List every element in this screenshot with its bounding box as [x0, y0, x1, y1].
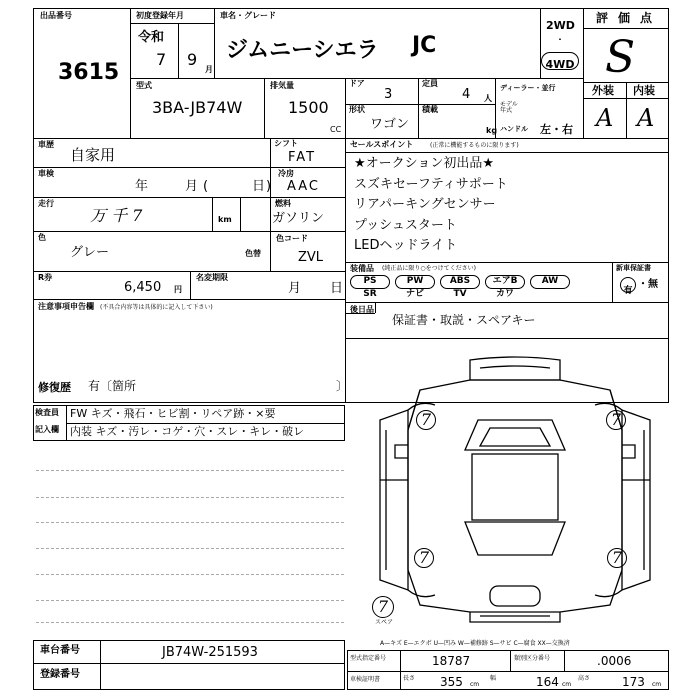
doors-label: ドア [349, 79, 365, 88]
interior-label: 内装 [633, 84, 655, 97]
load-unit: kg [486, 126, 498, 135]
sales-points-label: セールスポイント [350, 140, 414, 149]
name-change-day: 日 [330, 281, 344, 296]
lot-number: 3615 [58, 60, 120, 85]
width: 164 [536, 675, 559, 689]
car-name: ジムニーシエラ [226, 38, 379, 63]
length-label: 長さ [403, 675, 416, 682]
type-designation-label: 型式指定番号 [350, 655, 387, 662]
equipment-item: ABS [440, 275, 480, 289]
repair-value: 有〔箇所 [88, 379, 137, 393]
drive-4wd-circled [541, 52, 579, 70]
after-items-label: 後日品 [350, 305, 374, 314]
new-car-warranty-no: ・無 [638, 279, 658, 290]
equipment-item: エアB [485, 275, 525, 289]
displacement-unit: CC [330, 125, 342, 134]
repair-label: 修復歴 [38, 381, 71, 394]
color: グレー [70, 245, 110, 260]
name-change-label: 名変期限 [196, 273, 228, 282]
equipment-sub: (純正品に限り○をつけてください) [382, 265, 476, 272]
type-designation: 18787 [432, 654, 471, 668]
car-diagram [360, 350, 670, 630]
notes-label: 注意事項申告欄 [38, 302, 94, 311]
doors: 3 [384, 87, 393, 102]
fuel-label: 燃料 [275, 199, 291, 208]
history-label: 車歴 [38, 140, 54, 149]
chassis-label: 車台番号 [40, 645, 80, 656]
capacity-label: 定員 [422, 79, 438, 88]
category-number-label: 類別区分番号 [514, 655, 551, 662]
category-number: .0006 [597, 654, 632, 668]
aircon: AAC [287, 179, 320, 194]
body-shape-label: 形状 [349, 105, 365, 114]
lot-number-label: 出品番号 [40, 11, 72, 20]
new-car-warranty-yes-circled [620, 277, 636, 296]
car-name-label: 車名・グレード [220, 11, 276, 20]
sales-point-item: リアパーキングセンサー [354, 197, 496, 212]
interior-score: A [637, 104, 655, 132]
name-change-month: 月 [288, 281, 302, 296]
recycle-label: R券 [38, 273, 53, 282]
registration-number-label: 登録番号 [40, 669, 80, 680]
damage-legend: A—キズ E—エクボ U—凹み W—補修跡 S—サビ C—腐食 XX—交換済 [380, 640, 570, 647]
damage-mark-4: 7 [607, 548, 627, 568]
damage-mark-2: 7 [606, 410, 626, 430]
sales-points-sub: (正常に機能するものに限ります) [430, 142, 519, 149]
first-registration-label: 初度登録年月 [136, 11, 184, 20]
equipment-item: PW [395, 275, 435, 289]
color-code: ZVL [298, 250, 324, 265]
equipment-item: PS [350, 275, 390, 289]
equipment-item: AW [530, 275, 570, 289]
model-year-label: モデル年式 [500, 101, 518, 114]
inspector-label-1: 検査員 [35, 408, 59, 417]
score-label: 評価点 [596, 11, 663, 25]
inspection-year: 年 [135, 179, 149, 194]
new-car-warranty-yes: 有 [623, 286, 633, 296]
history: 自家用 [70, 146, 116, 164]
model-code: 3BA-JB74W [152, 98, 243, 117]
inspection-label: 車検 [38, 169, 54, 178]
height-unit: cm [652, 681, 662, 688]
era: 令和 [138, 30, 165, 45]
width-label: 幅 [490, 675, 497, 682]
exterior-score: A [596, 104, 614, 132]
mileage-label: 走行 [38, 199, 54, 208]
equipment-item-sub: カワ [495, 289, 514, 299]
body-shape: ワゴン [370, 117, 410, 132]
car-grade: JC [412, 33, 437, 58]
equipment-item-sub: SR [363, 289, 377, 299]
recycle-fee: 6,450 [124, 280, 162, 295]
equipment-label: 装備品 [350, 264, 374, 273]
drive-4wd: 4WD [545, 58, 575, 71]
equipment-item-sub: TV [453, 289, 467, 299]
shift-label: シフト [274, 139, 298, 148]
handle-label: ハンドル [500, 125, 528, 133]
inspection-paren-open: ( [203, 179, 209, 194]
inspection-month: 月 [185, 179, 199, 194]
inspection-day: 日 [252, 179, 266, 194]
new-car-warranty-label: 新車保証書 [616, 264, 651, 272]
length-unit: cm [470, 681, 480, 688]
registration-month: 9 [187, 50, 198, 69]
after-items: 保証書・取説・スペアキー [392, 313, 536, 327]
drive-dot: ・ [556, 35, 564, 44]
equipment-list [350, 275, 590, 303]
certificate-label: 車検証明書 [350, 676, 381, 683]
sales-point-item: ★オークション初出品★ [354, 156, 495, 171]
displacement-label: 排気量 [270, 81, 294, 90]
length: 355 [440, 675, 463, 689]
mileage-unit: km [218, 215, 232, 224]
capacity-unit: 人 [484, 94, 492, 103]
color-label: 色 [38, 233, 46, 242]
registration-year: 7 [156, 50, 167, 69]
load-label: 積載 [422, 105, 438, 114]
dealer-label: ディーラー・並行 [500, 84, 556, 92]
score-value: S [605, 32, 636, 83]
damage-mark-1: 7 [416, 410, 436, 430]
damage-mark-5: 7 [372, 596, 394, 618]
mileage: 万 千 7 [90, 206, 143, 225]
chassis-number: JB74W-251593 [162, 645, 258, 660]
width-unit: cm [562, 681, 572, 688]
inspection-paren-close: ) [266, 179, 272, 194]
color-code-label: 色コード [276, 234, 308, 243]
month-unit: 月 [205, 65, 213, 74]
displacement: 1500 [288, 98, 329, 117]
aircon-label: 冷房 [278, 169, 294, 178]
sales-point-item: LEDヘッドライト [354, 238, 458, 253]
repair-close: 〕 [336, 379, 349, 393]
fuel: ガソリン [272, 211, 325, 226]
inspector-row-1: FW キズ・飛石・ヒビ割・リペア跡・×要 [70, 407, 276, 420]
exterior-label: 外装 [592, 84, 614, 97]
recycle-unit: 円 [174, 285, 182, 294]
inspector-row-2: 内装 キズ・汚レ・コゲ・穴・スレ・キレ・破レ [70, 425, 305, 438]
height-label: 高さ [578, 675, 591, 682]
shift: FAT [288, 150, 317, 165]
damage-mark-3: 7 [414, 548, 434, 568]
handle-value: 左・右 [540, 123, 573, 136]
model-label: 型式 [136, 81, 152, 90]
color-swap-label: 色替 [245, 249, 261, 258]
height: 173 [622, 675, 645, 689]
capacity: 4 [462, 87, 471, 102]
inspector-label-2: 記入欄 [35, 425, 59, 434]
drive-2wd: 2WD [546, 19, 575, 32]
notes-sub: (不具合内容等は具体的に記入して下さい) [100, 304, 213, 311]
spare-label: スペア [375, 619, 394, 626]
sales-point-item: スズキセーフティサポート [354, 176, 508, 192]
sales-point-item: プッシュスタート [354, 217, 457, 233]
equipment-item-sub: ナビ [405, 289, 424, 299]
